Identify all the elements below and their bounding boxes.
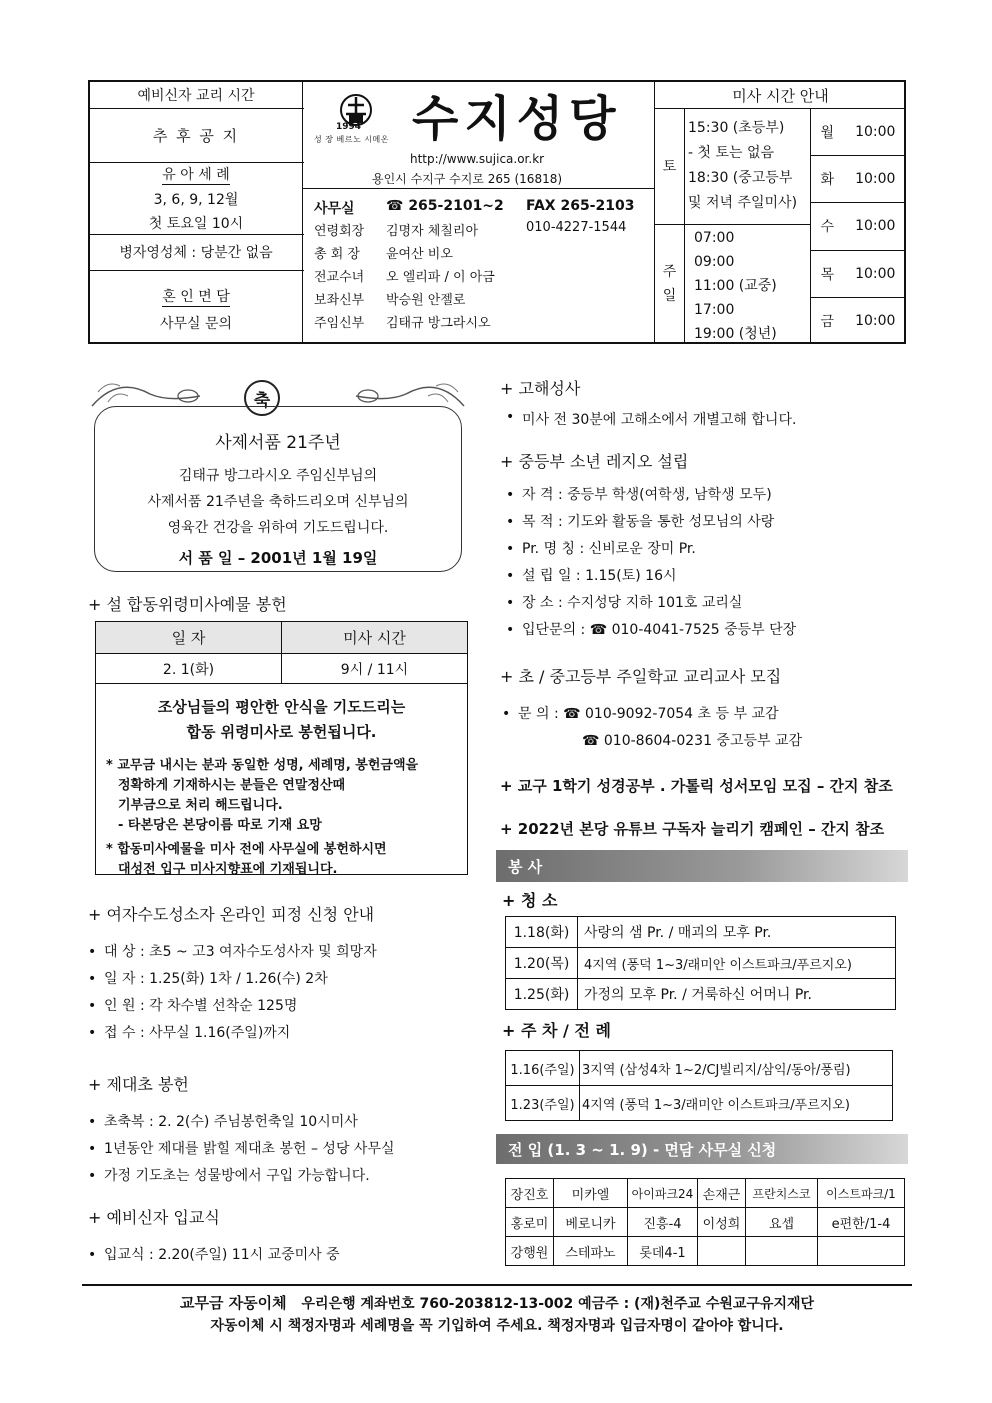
catechism-notice: 추 후 공 지 [152, 126, 240, 145]
footer [82, 1292, 912, 1335]
celebration-badge: 축 [244, 380, 280, 416]
memorial-date: 2. 1(화) [96, 654, 282, 684]
parking-date: 1.23(주일) [506, 1086, 580, 1121]
weekday-time: 10:00 [855, 170, 896, 187]
memorial-bold-line: 합동 위령미사로 봉헌됩니다. [186, 723, 377, 741]
autopay-account: 우리은행 계좌번호 760-203812-13-002 예금주 : (재)천주교 수원교구유지재단 [301, 1296, 815, 1312]
baptism-months: 3, 6, 9, 12월 [153, 192, 239, 208]
retreat-item: 인 원 : 각 차수별 선착순 125명 [104, 998, 298, 1014]
memorial-time: 9시 / 11시 [282, 654, 468, 684]
retreat-item: 일 자 : 1.25(화) 1차 / 1.26(수) 2차 [104, 971, 328, 987]
legio-item: 장 소 : 수지성당 지하 101호 교리실 [522, 595, 743, 611]
candle-item: 1년동안 제대를 밝힐 제대초 봉헌 – 성당 사무실 [104, 1141, 395, 1157]
memorial-col-date: 일 자 [96, 622, 282, 654]
memorial-notice-box [95, 683, 468, 875]
enrollment-section: + 예비신자 입교식 • 입교식 : 2.20(주일) 11시 교중미사 중 [88, 1205, 478, 1269]
weekday-row [810, 155, 906, 202]
table-row [506, 1179, 905, 1208]
church-url: http://www.sujica.or.kr [410, 152, 545, 166]
table-row [506, 979, 896, 1010]
contact-name: 박승원 안젤로 [386, 293, 466, 308]
sun-line: 11:00 (교중) [694, 278, 777, 294]
contact-label: 주임신부 [314, 316, 365, 331]
sat-line: 18:30 (중고등부 [688, 170, 793, 186]
catechism-time: 예비신자 교리 시간 [137, 88, 255, 104]
contact-label: 전교수녀 [314, 270, 365, 285]
sun-line: 17:00 [694, 302, 735, 318]
weekday: 수 [820, 219, 835, 235]
table-row [506, 1208, 905, 1237]
candle-title: + 제대초 봉헌 [88, 1075, 189, 1094]
sat-line: 15:30 (초등부) [688, 120, 785, 136]
cleaning-table [505, 916, 896, 1010]
baptism-title: 유 아 세 례 [162, 164, 229, 185]
ordination-anniversary-card [88, 372, 468, 576]
clean-date: 1.20(목) [506, 948, 578, 979]
parking-group: 4지역 (풍덕 1~3/래미안 이스트파크/푸르지오) [580, 1086, 893, 1121]
table-row [506, 917, 896, 948]
weekday: 화 [820, 171, 835, 188]
ordination-date: 서 품 일 – 2001년 1월 19일 [178, 549, 378, 567]
move-cell: 아이파크24 [628, 1179, 698, 1208]
sat-line: - 첫 토는 없음 [688, 145, 775, 161]
weekday-time: 10:00 [855, 123, 896, 140]
memorial-col-time: 미사 시간 [282, 622, 468, 654]
weekday: 월 [820, 124, 835, 141]
sunday-mass-times [694, 226, 810, 346]
candle-item: 가정 기도초는 성물방에서 구입 가능합니다. [104, 1168, 370, 1184]
mass-times-title: 미사 시간 안내 [732, 86, 829, 105]
move-in-bar: 전 입 (1. 3 ~ 1. 9) - 면담 사무실 신청 [496, 1134, 908, 1164]
enrollment-item: 입교식 : 2.20(주일) 11시 교중미사 중 [104, 1247, 340, 1263]
move-cell: 베로니카 [554, 1208, 628, 1237]
youtube-notice: + 2022년 본당 유튜브 구독자 늘리기 캠페인 – 간지 참조 [500, 820, 885, 838]
memorial-table [95, 621, 468, 684]
contact-name: 오 엘리파 / 이 아금 [386, 270, 495, 285]
footer-divider [82, 1284, 912, 1286]
card-line: 김태규 방그라시오 주임신부님의 [178, 468, 378, 484]
weekday-mass-list [810, 108, 906, 344]
card-title: 사제서품 21주년 [215, 433, 341, 453]
weekday-row [810, 202, 906, 250]
retreat-section: + 여자수도성소자 온라인 피정 신청 안내 • 대 상 : 초5 ~ 고3 여자수도성사자 및 희망자 • 일 자 : 1.25(화) 1차 / 1.26(수) 2차 • 인 원 : 각 차수별 선착순 125명 • 접 수 : 사무실 1.16(주일)까지 [88, 902, 478, 1047]
parking-date: 1.16(주일) [506, 1051, 580, 1086]
memorial-note: - 타본당은 본당이름 따로 기재 요망 [118, 818, 322, 833]
teacher-contact: 문 의 : ☎ 010-9092-7054 초 등 부 교감 [518, 706, 779, 722]
move-cell: 미카엘 [554, 1179, 628, 1208]
memorial-note: 대성전 입구 미사지향표에 기재됩니다. [118, 862, 338, 877]
memorial-note: 정확하게 기재하시는 분들은 연말정산때 [118, 778, 346, 793]
move-cell: 진흥-4 [628, 1208, 698, 1237]
contact-name: 김명자 체칠리아 [386, 224, 479, 239]
weekday-row [810, 297, 906, 344]
confession-item: 미사 전 30분에 고해소에서 개별고해 합니다. [522, 412, 797, 428]
sun-line: 07:00 [694, 230, 735, 246]
weekday-row [810, 108, 906, 155]
weekday-time: 10:00 [855, 312, 896, 329]
office-phone: ☎ 265-2101~2 [386, 198, 504, 214]
sun-line: 09:00 [694, 254, 735, 270]
weekday-time: 10:00 [855, 265, 896, 282]
enrollment-title: + 예비신자 입교식 [88, 1208, 220, 1227]
move-in-table [505, 1178, 905, 1266]
legio-item: 설 립 일 : 1.15(토) 16시 [522, 568, 677, 584]
teacher-contact: ☎ 010-8604-0231 중고등부 교감 [582, 733, 803, 749]
weekday-time: 10:00 [855, 218, 896, 234]
move-cell: 스테파노 [554, 1237, 628, 1266]
contact-phone: 010-4227-1544 [526, 220, 627, 235]
cleaning-title: + 청 소 [502, 891, 558, 910]
baptism-time: 첫 토요일 10시 [148, 216, 244, 232]
marriage-sub: 사무실 문의 [159, 316, 233, 332]
church-address: 용인시 수지구 수지로 265 (16818) [372, 172, 563, 186]
table-row [506, 1086, 893, 1121]
memorial-note: 기부금으로 처리 해드립니다. [118, 798, 283, 813]
move-cell [746, 1237, 818, 1266]
move-cell: 이스트파크/1 [818, 1179, 905, 1208]
move-cell: 프란치스코 [746, 1179, 818, 1208]
legio-item: Pr. 명 칭 : 신비로운 장미 Pr. [522, 541, 696, 557]
move-cell: 장진호 [506, 1179, 554, 1208]
clean-group: 사랑의 샘 Pr. / 매괴의 모후 Pr. [578, 917, 896, 948]
move-cell: 롯데4-1 [628, 1237, 698, 1266]
weekday-row [810, 250, 906, 297]
saturday-mass-times [688, 116, 808, 216]
card-line: 사제서품 21주년을 축하드리오며 신부님의 [147, 494, 409, 510]
legio-title: + 중등부 소년 레지오 설립 [500, 452, 689, 471]
sat-line: 및 저녁 주일미사) [688, 195, 798, 211]
parking-table [505, 1050, 893, 1121]
contact-label: 보좌신부 [314, 293, 365, 308]
confession-title: + 고해성사 [500, 379, 581, 398]
table-row [506, 1051, 893, 1086]
parking-title: + 주 차 / 전 례 [502, 1021, 611, 1040]
move-cell [818, 1237, 905, 1266]
legio-item: 자 격 : 중등부 학생(여학생, 남학생 모두) [522, 487, 772, 503]
memorial-bold-line: 조상님들의 평안한 안식을 기도드리는 [157, 698, 406, 716]
weekday: 목 [820, 266, 835, 283]
legio-item: 목 적 : 기도와 활동을 통한 성모님의 사랑 [522, 514, 775, 530]
contact-label: 총 회 장 [314, 247, 360, 262]
autopay-label: 교무금 자동이체 [179, 1294, 287, 1312]
contact-name: 김태규 방그라시오 [386, 316, 491, 331]
marriage-title: 혼 인 면 담 [162, 286, 229, 307]
contact-label: 연령회장 [314, 224, 365, 239]
clean-group: 4지역 (풍덕 1~3/래미안 이스트파크/푸르지오) [578, 948, 896, 979]
sun-line: 19:00 (청년) [694, 326, 777, 342]
candle-section: + 제대초 봉헌 • 초축복 : 2. 2(수) 주님봉헌축일 10시미사 • 1년동안 제대를 밝힐 제대초 봉헌 – 성당 사무실 • 가정 기도초는 성물방에서 구입 가능합니다. [88, 1072, 478, 1190]
saturday-label: 토 [662, 159, 677, 175]
retreat-title: + 여자수도성소자 온라인 피정 신청 안내 [88, 905, 375, 924]
right-column: + 고해성사 • 미사 전 30분에 고해소에서 개별고해 합니다. + 중등부 소년 레지오 설립 • 자 격 : 중등부 학생(여학생, 남학생 모두) • 목 적 : 기도와 활동을 통한 성모님의 사랑 • Pr. 명 칭 : 신비로운 장미 Pr. • 설 립 일 : 1.15(토) 16시 • 장 소 : 수지성당 지하 101호 교리실 • 입단문의 : ☎ 010-4041-7525 중등부 단장 + 초 / 중고등부 주일학교 교리교사 모집 • 문 의 : ☎ 010-9092-7054 초 등 부 교감 ☎ 010-8604-0231 중고등부 교감 + 교구 1학기 성경공부 . 가톨릭 성서모임 모집 – 간지 참조 + 2022년 본당 유튜브 구독자 늘리기 캠페인 – 간지 참조 [500, 376, 910, 839]
retreat-item: 접 수 : 사무실 1.16(주일)까지 [104, 1025, 291, 1041]
service-bar: 봉 사 [496, 850, 908, 882]
move-cell: e편한/1-4 [818, 1208, 905, 1237]
move-cell [698, 1237, 746, 1266]
move-cell: 강행원 [506, 1237, 554, 1266]
parking-group: 3지역 (삼성4차 1~2/CJ빌리지/삼익/동아/풍림) [580, 1051, 893, 1086]
church-name: 수지성당 [412, 91, 622, 147]
office-fax: FAX 265-2103 [526, 198, 635, 214]
card-line: 영육간 건강을 위하여 기도드립니다. [167, 520, 389, 536]
memorial-note: * 합동미사예물을 미사 전에 사무실에 봉헌하시면 [106, 842, 387, 857]
clean-date: 1.18(화) [506, 917, 578, 948]
memorial-note: * 교무금 내시는 분과 동일한 성명, 세례명, 봉헌금액을 [106, 758, 419, 773]
autopay-instruction: 자동이체 시 책정자명과 세례명을 꼭 기입하여 주세요. 책정자명과 입금자명이 같아야 합니다. [210, 1318, 784, 1334]
logo-year: 1994 [336, 122, 362, 132]
bible-study-notice: + 교구 1학기 성경공부 . 가톨릭 성서모임 모집 – 간지 참조 [500, 777, 893, 795]
office-label: 사무실 [314, 201, 355, 217]
table-row [506, 1237, 905, 1266]
contact-list [314, 198, 654, 335]
clean-group: 가정의 모후 Pr. / 거룩하신 어머니 Pr. [578, 979, 896, 1010]
move-cell: 손재근 [698, 1179, 746, 1208]
weekday: 금 [820, 313, 835, 330]
logo-tag: 성 장 베르노 시메온 [314, 135, 389, 144]
sick-communion: 병자영성체 : 당분간 없음 [119, 245, 273, 261]
teacher-title: + 초 / 중고등부 주일학교 교리교사 모집 [500, 667, 782, 686]
contact-name: 윤여산 비오 [386, 247, 453, 262]
bulletin-header [88, 80, 906, 344]
candle-item: 초축복 : 2. 2(수) 주님봉헌축일 10시미사 [104, 1114, 358, 1130]
move-cell: 이성희 [698, 1208, 746, 1237]
move-cell: 요셉 [746, 1208, 818, 1237]
table-row [506, 948, 896, 979]
retreat-item: 대 상 : 초5 ~ 고3 여자수도성사자 및 희망자 [104, 944, 377, 960]
memorial-title: + 설 합동위령미사예물 봉헌 [88, 595, 287, 614]
move-cell: 홍로미 [506, 1208, 554, 1237]
legio-item: 입단문의 : ☎ 010-4041-7525 중등부 단장 [522, 622, 797, 638]
clean-date: 1.25(화) [506, 979, 578, 1010]
sunday-label: 주 일 [662, 264, 677, 304]
